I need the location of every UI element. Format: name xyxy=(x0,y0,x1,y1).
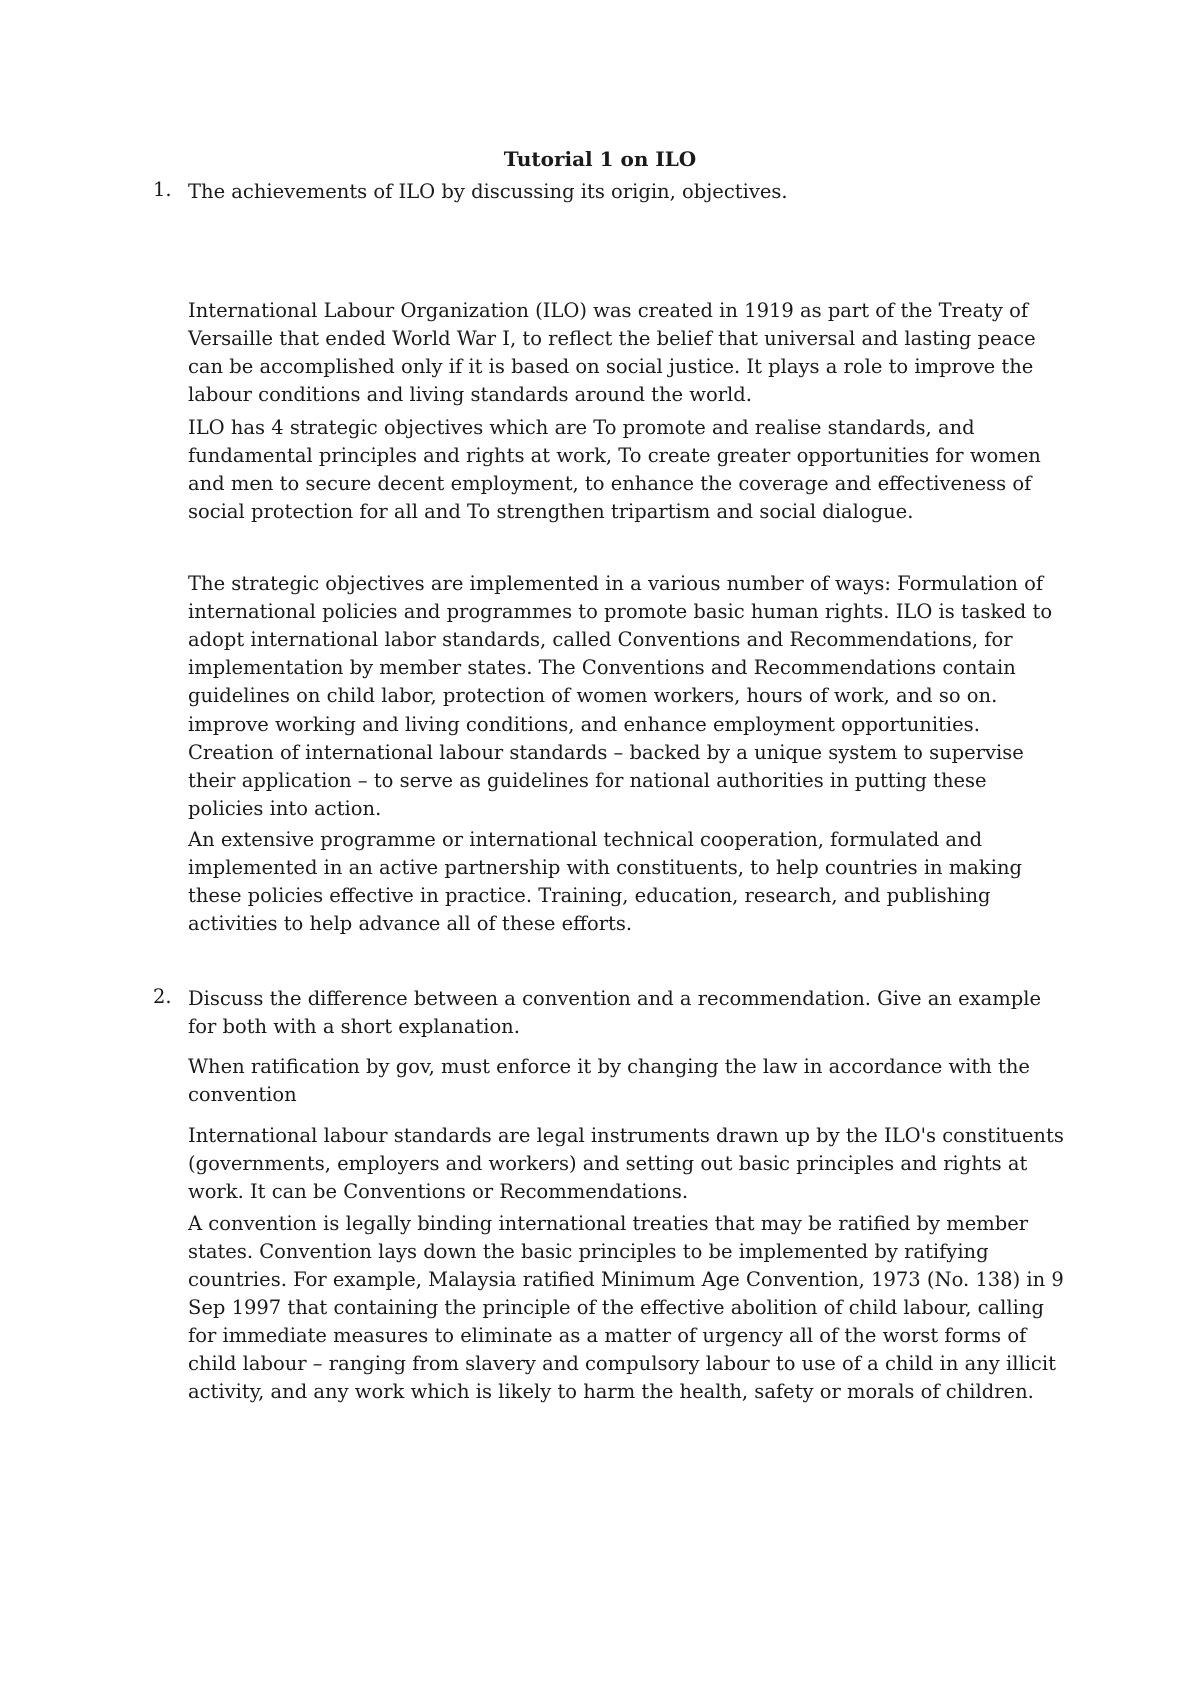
q1-paragraph-conditions xyxy=(188,711,1068,823)
question-1-prompt: The achievements of ILO by discussing its origin, objectives. xyxy=(188,180,788,203)
q2-paragraph-convention xyxy=(188,1210,1068,1406)
q1-paragraph-4: improve working and living conditions, and enhance employment opportunities. Creation of international labour standards – backed by a unique system to supervise their application – to serve as guidelines for national authorities in putting these policies into action. xyxy=(188,713,1024,820)
q1-paragraph-programme xyxy=(188,826,1068,938)
q2-paragraph-1: When ratification by gov, must enforce it by changing the law in accordance with the convention xyxy=(188,1055,1030,1106)
q1-paragraph-1: International Labour Organization (ILO) was created in 1919 as part of the Treaty of Versaille that ended World War I, to reflect the belief that universal and lasting peace can be accomplished only if it is based on social justice. It plays a role to improve the labour conditions and living standards around the world. xyxy=(188,299,1036,406)
question-2-prompt: Discuss the difference between a convention and a recommendation. Give an example for both with a short explanation. xyxy=(188,987,1042,1038)
q2-paragraph-3: A convention is legally binding international treaties that may be ratified by member states. Convention lays down the basic principles to be implemented by ratifying countries. For example, Malaysia ratified Minimum Age Convention, 1973 (No. 138) in 9 Sep 1997 that containing the principle of the effective abolition of child labour, calling for immediate measures to eliminate as a matter of urgency all of the worst forms of child labour – ranging from slavery and compulsory labour to use of a child in any illicit activity, and any work which is likely to harm the health, safety or morals of children. xyxy=(188,1212,1064,1403)
question-2-text xyxy=(188,985,1068,1041)
q1-paragraph-origin xyxy=(188,297,1068,409)
question-2-number: 2. xyxy=(153,985,172,1008)
question-1-text xyxy=(188,178,1068,206)
q1-paragraph-2: ILO has 4 strategic objectives which are To promote and realise standards, and fundamental principles and rights at work, To create greater opportunities for women and men to secure decent employment, to enhance the coverage and effectiveness of social protection for all and To strengthen tripartism and social dialogue. xyxy=(188,416,1041,523)
q1-paragraph-implementation xyxy=(188,570,1068,710)
q2-paragraph-standards xyxy=(188,1122,1068,1206)
q1-paragraph-5: An extensive programme or international technical cooperation, formulated and implemented in an active partnership with constituents, to help countries in making these policies effective in practice. Training, education, research, and publishing activities to help advance all of these efforts. xyxy=(188,828,1023,935)
q1-paragraph-objectives xyxy=(188,414,1068,526)
q1-paragraph-3: The strategic objectives are implemented in a various number of ways: Formulation of international policies and programmes to promote basic human rights. ILO is tasked to adopt international labor standards, called Conventions and Recommendations, for implementation by member states. The Conventions and Recommendations contain guidelines on child labor, protection of women workers, hours of work, and so on. xyxy=(188,572,1053,707)
question-1-number: 1. xyxy=(153,178,172,201)
q2-paragraph-ratification xyxy=(188,1053,1068,1109)
document-title: Tutorial 1 on ILO xyxy=(503,147,697,171)
q2-paragraph-2: International labour standards are legal instruments drawn up by the ILO's constituents (governments, employers and workers) and setting out basic principles and rights at work. It can be Conventions or Recommendations. xyxy=(188,1124,1064,1203)
